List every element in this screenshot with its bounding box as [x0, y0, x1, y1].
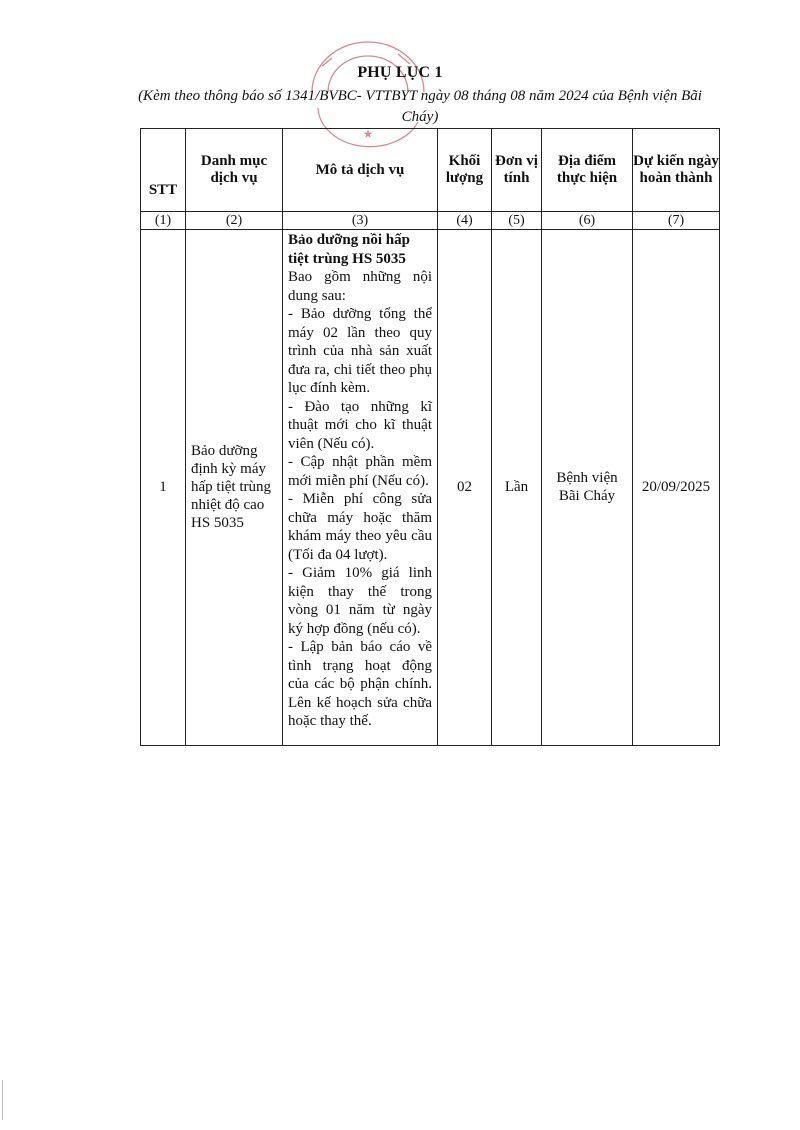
header-unit: Đơn vị tính [492, 129, 542, 212]
service-table [140, 128, 720, 746]
column-number: (6) [542, 212, 633, 230]
row-description [283, 230, 438, 746]
header-stt: STT [141, 129, 186, 212]
row-unit: Lần [492, 230, 542, 746]
column-number: (5) [492, 212, 542, 230]
description-title: Bảo dưỡng nồi hấp tiệt trùng HS 5035 [288, 232, 410, 267]
column-number: (1) [141, 212, 186, 230]
header-location: Địa điểm thực hiện [542, 129, 633, 212]
description-line: - Lập bản báo cáo về tình trạng hoạt động của các bộ phận chính. Lên kế hoạch sửa chữa hoặc thay thế. [288, 639, 432, 729]
description-line: - Miễn phí công sửa chữa máy hoặc thăm khám máy theo yêu cầu (Tối đa 04 lượt). [288, 491, 432, 563]
description-line: - Bảo dưỡng tổng thể máy 02 lần theo quy trình của nhà sản xuất đưa ra, chi tiết theo phụ lục đính kèm. [288, 306, 432, 396]
page-title: PHỤ LỤC 1 [357, 64, 443, 81]
row-quantity: 02 [438, 230, 492, 746]
table-number-row [141, 212, 720, 230]
scan-edge-divider [2, 1080, 3, 1120]
column-number: (7) [633, 212, 720, 230]
row-due-date: 20/09/2025 [633, 230, 720, 746]
header-quantity: Khối lượng [438, 129, 492, 212]
header-due-date: Dự kiến ngày hoàn thành [633, 129, 720, 212]
table-header-row [141, 129, 720, 212]
header-description: Mô tả dịch vụ [283, 129, 438, 212]
row-category: Bảo dưỡng định kỳ máy hấp tiệt trùng nhiệt độ cao HS 5035 [186, 230, 283, 746]
column-number: (2) [186, 212, 283, 230]
column-number: (4) [438, 212, 492, 230]
svg-text:★: ★ [362, 127, 374, 141]
row-stt: 1 [141, 230, 186, 746]
description-line: - Cập nhật phần mềm mới miễn phí (Nếu có). [288, 454, 432, 489]
header-category: Danh mục dịch vụ [186, 129, 283, 212]
description-line: Bao gồm những nội dung sau: [288, 269, 432, 304]
table-row [141, 230, 720, 746]
description-line: - Giảm 10% giá linh kiện thay thế trong vòng 01 năm từ ngày ký hợp đồng (nếu có). [288, 565, 432, 637]
column-number: (3) [283, 212, 438, 230]
page-subtitle: (Kèm theo thông báo số 1341/BVBC- VTTBYT ngày 08 tháng 08 năm 2024 của Bệnh viện Bãi Cháy) [138, 88, 702, 125]
description-line: - Đào tạo những kĩ thuật mới cho kĩ thuật viên (Nếu có). [288, 398, 432, 452]
row-location: Bệnh viện Bãi Cháy [542, 230, 633, 746]
